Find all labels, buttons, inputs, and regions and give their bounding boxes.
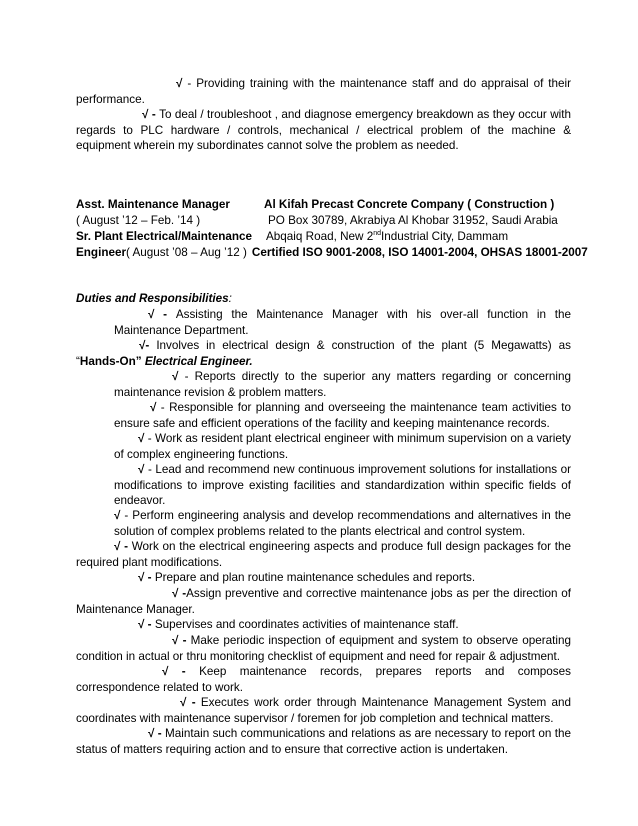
check-mark-icon: √: [138, 618, 145, 631]
duty-item: √ - Perform engineering analysis and develop recommendations and alternatives in the solution of complex problems related to the plants electrical and control system.: [114, 509, 572, 538]
check-mark-icon: √: [150, 401, 157, 414]
check-mark-icon: √: [138, 571, 145, 584]
job-header-row-1: [76, 197, 576, 213]
duties-heading: Duties and Responsibilities:: [76, 292, 232, 305]
check-mark-icon: √: [138, 463, 145, 476]
check-mark-icon: √: [142, 108, 149, 121]
check-mark-icon: √: [172, 370, 179, 383]
job-title: Asst. Maintenance Manager: [76, 198, 230, 211]
check-mark-icon: √: [162, 665, 169, 678]
company-address-2: Abqaiq Road, New 2ndIndustrial City, Dammam: [266, 230, 509, 243]
check-mark-icon: √: [176, 77, 183, 90]
duty-item: √ - Assisting the Maintenance Manager with his over-all function in the Maintenance Department.: [114, 308, 571, 337]
check-mark-icon: √: [172, 587, 179, 600]
duty-item: √ - Responsible for planning and overseeing the maintenance team activities to ensure safe and efficient operations of the facility and keeping maintenance records.: [114, 401, 571, 430]
job-title-3: Engineer: [76, 246, 127, 259]
duty-item: √- Involves in electrical design & construction of the plant (5 Megawatts) as “Hands-On” Electrical Engineer.: [76, 339, 571, 368]
duty-item: √ - Work on the electrical engineering aspects and produce full design packages for the required plant modifications.: [76, 540, 571, 569]
job-header-row-2: [76, 213, 576, 229]
duty-item: √ - Lead and recommend new continuous improvement solutions for installations or modifications to improve existing facilities and standardization within specific fields of endeavor.: [114, 463, 571, 508]
job-dates: ( August ’12 – Feb. ’14 ): [76, 214, 201, 227]
check-mark-icon: √: [114, 509, 121, 522]
job-header-row-4: [76, 245, 588, 261]
duty-item: √ - Supervises and coordinates activities of maintenance staff.: [138, 618, 459, 631]
intro-bullet-2: √ - To deal / troubleshoot , and diagnose emergency breakdown as they occur with regards to PLC hardware / controls, mechanical / electrical problem of the machine & equipment wherein my subordinates cannot solve the problem as needed.: [76, 108, 571, 153]
check-mark-icon: √: [180, 696, 187, 709]
company-name: Al Kifah Precast Concrete Company ( Construction ): [264, 198, 555, 211]
check-mark-icon: √: [139, 339, 146, 352]
duty-item: √ - Reports directly to the superior any matters regarding or concerning maintenance revision & problem matters.: [114, 370, 571, 399]
duty-item: √ - Executes work order through Maintenance Management System and coordinates with maintenance supervisor / foremen for job completion and technical matters.: [76, 696, 572, 725]
duty-item: √ - Prepare and plan routine maintenance schedules and reports.: [138, 571, 476, 584]
check-mark-icon: √: [138, 432, 145, 445]
duty-item: √ - Keep maintenance records, prepares reports and composes correspondence related to work.: [76, 665, 571, 694]
company-address: PO Box 30789, Akrabiya Al Khobar 31952, Saudi Arabia: [268, 214, 558, 227]
certification: Certified ISO 9001-2008, ISO 14001-2004, OHSAS 18001-2007: [251, 246, 588, 259]
duty-item: √ - Make periodic inspection of equipment and system to observe operating condition in actual or thru monitoring checklist of equipment and need for repair & adjustment.: [76, 634, 572, 663]
check-mark-icon: √: [114, 540, 121, 553]
intro-bullet-1: √ - Providing training with the maintenance staff and do appraisal of their performance.: [76, 77, 571, 106]
job-header-row-3: [76, 229, 576, 245]
job-title-2: Sr. Plant Electrical/Maintenance: [76, 230, 253, 243]
job-dates-2: ( August ’08 – Aug ’12 ): [126, 246, 247, 259]
check-mark-icon: √: [148, 727, 155, 740]
duty-item: √ - Work as resident plant electrical engineer with minimum supervision on a variety of complex engineering functions.: [114, 432, 571, 461]
duty-item: √ - Maintain such communications and relations as are necessary to report on the status of matters requiring action and to ensure that corrective action is undertaken.: [76, 727, 572, 756]
duty-item: √ -Assign preventive and corrective maintenance jobs as per the direction of Maintenance Manager.: [76, 587, 571, 616]
check-mark-icon: √: [148, 308, 155, 321]
check-mark-icon: √: [172, 634, 179, 647]
